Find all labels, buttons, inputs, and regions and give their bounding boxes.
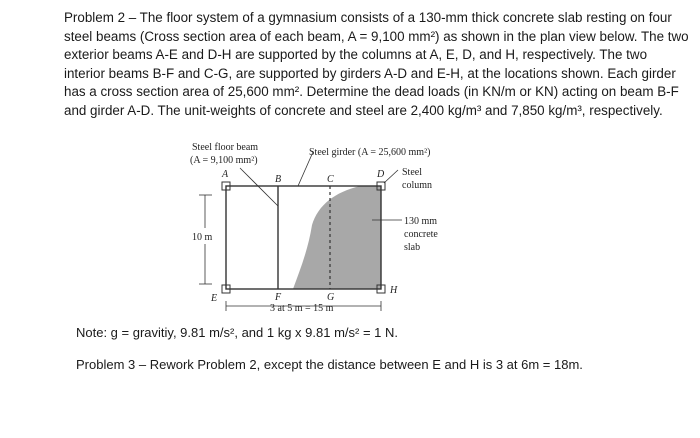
beam-label-line-1: Steel floor beam [192,142,259,153]
point-c-label: C [327,174,334,185]
girder-label: Steel girder (A = 25,600 mm²) [309,147,431,158]
point-h-label: H [390,285,398,296]
problem-3-text: Problem 3 – Rework Problem 2, except the distance between E and H is 3 at 6m = 18m. [76,357,583,372]
gravity-note: Note: g = gravitiy, 9.81 m/s², and 1 kg x 9.81 m/s² = 1 N. [76,325,399,340]
problem-2-line-4: interior beams B-F and C-G, are supported by girders A-D and E-H, at the locations shown. Each girder [64,65,676,81]
problem-2-line-6: and girder A-D. The unit-weights of concrete and steel are 2,400 kg/m³ and 7,850 kg/m³, respectively. [64,102,663,118]
point-f-label: F [275,292,282,303]
problem-2-line-2: steel beams (Cross section area of each beam, A = 9,100 mm²) as shown in the plan view below. The two [64,28,689,44]
slab-label-line-3: slab [404,242,421,253]
point-b-label: B [275,174,282,185]
column-leader [384,170,398,183]
point-d-label: D [377,169,385,180]
point-e-label: E [211,293,218,304]
column-label-line-2: column [402,180,432,191]
vertical-dimension-label: 10 m [192,232,213,243]
column-label-line-1: Steel [402,167,422,178]
slab-label-line-2: concrete [404,229,438,240]
slab-label-line-1: 130 mm [404,216,438,227]
tributary-shading [293,186,381,289]
point-g-label: G [327,292,335,303]
problem-2-line-3: exterior beams A-E and D-H are supported by the columns at A, E, D, and H, respectively. The two [64,47,648,63]
horizontal-dimension-label: 3 at 5 m = 15 m [270,303,334,314]
problem-2-line-5: has a cross section area of 25,600 mm². Determine the dead loads (in KN/m or KN) acting on beam B-F [64,84,679,100]
beam-leader [240,168,278,206]
point-a-label: A [222,169,229,180]
problem-2-line-1: Problem 2 – The floor system of a gymnasium consists of a 130-mm thick concrete slab resting on four [64,10,672,25]
beam-label-line-2: (A = 9,100 mm²) [190,155,258,166]
